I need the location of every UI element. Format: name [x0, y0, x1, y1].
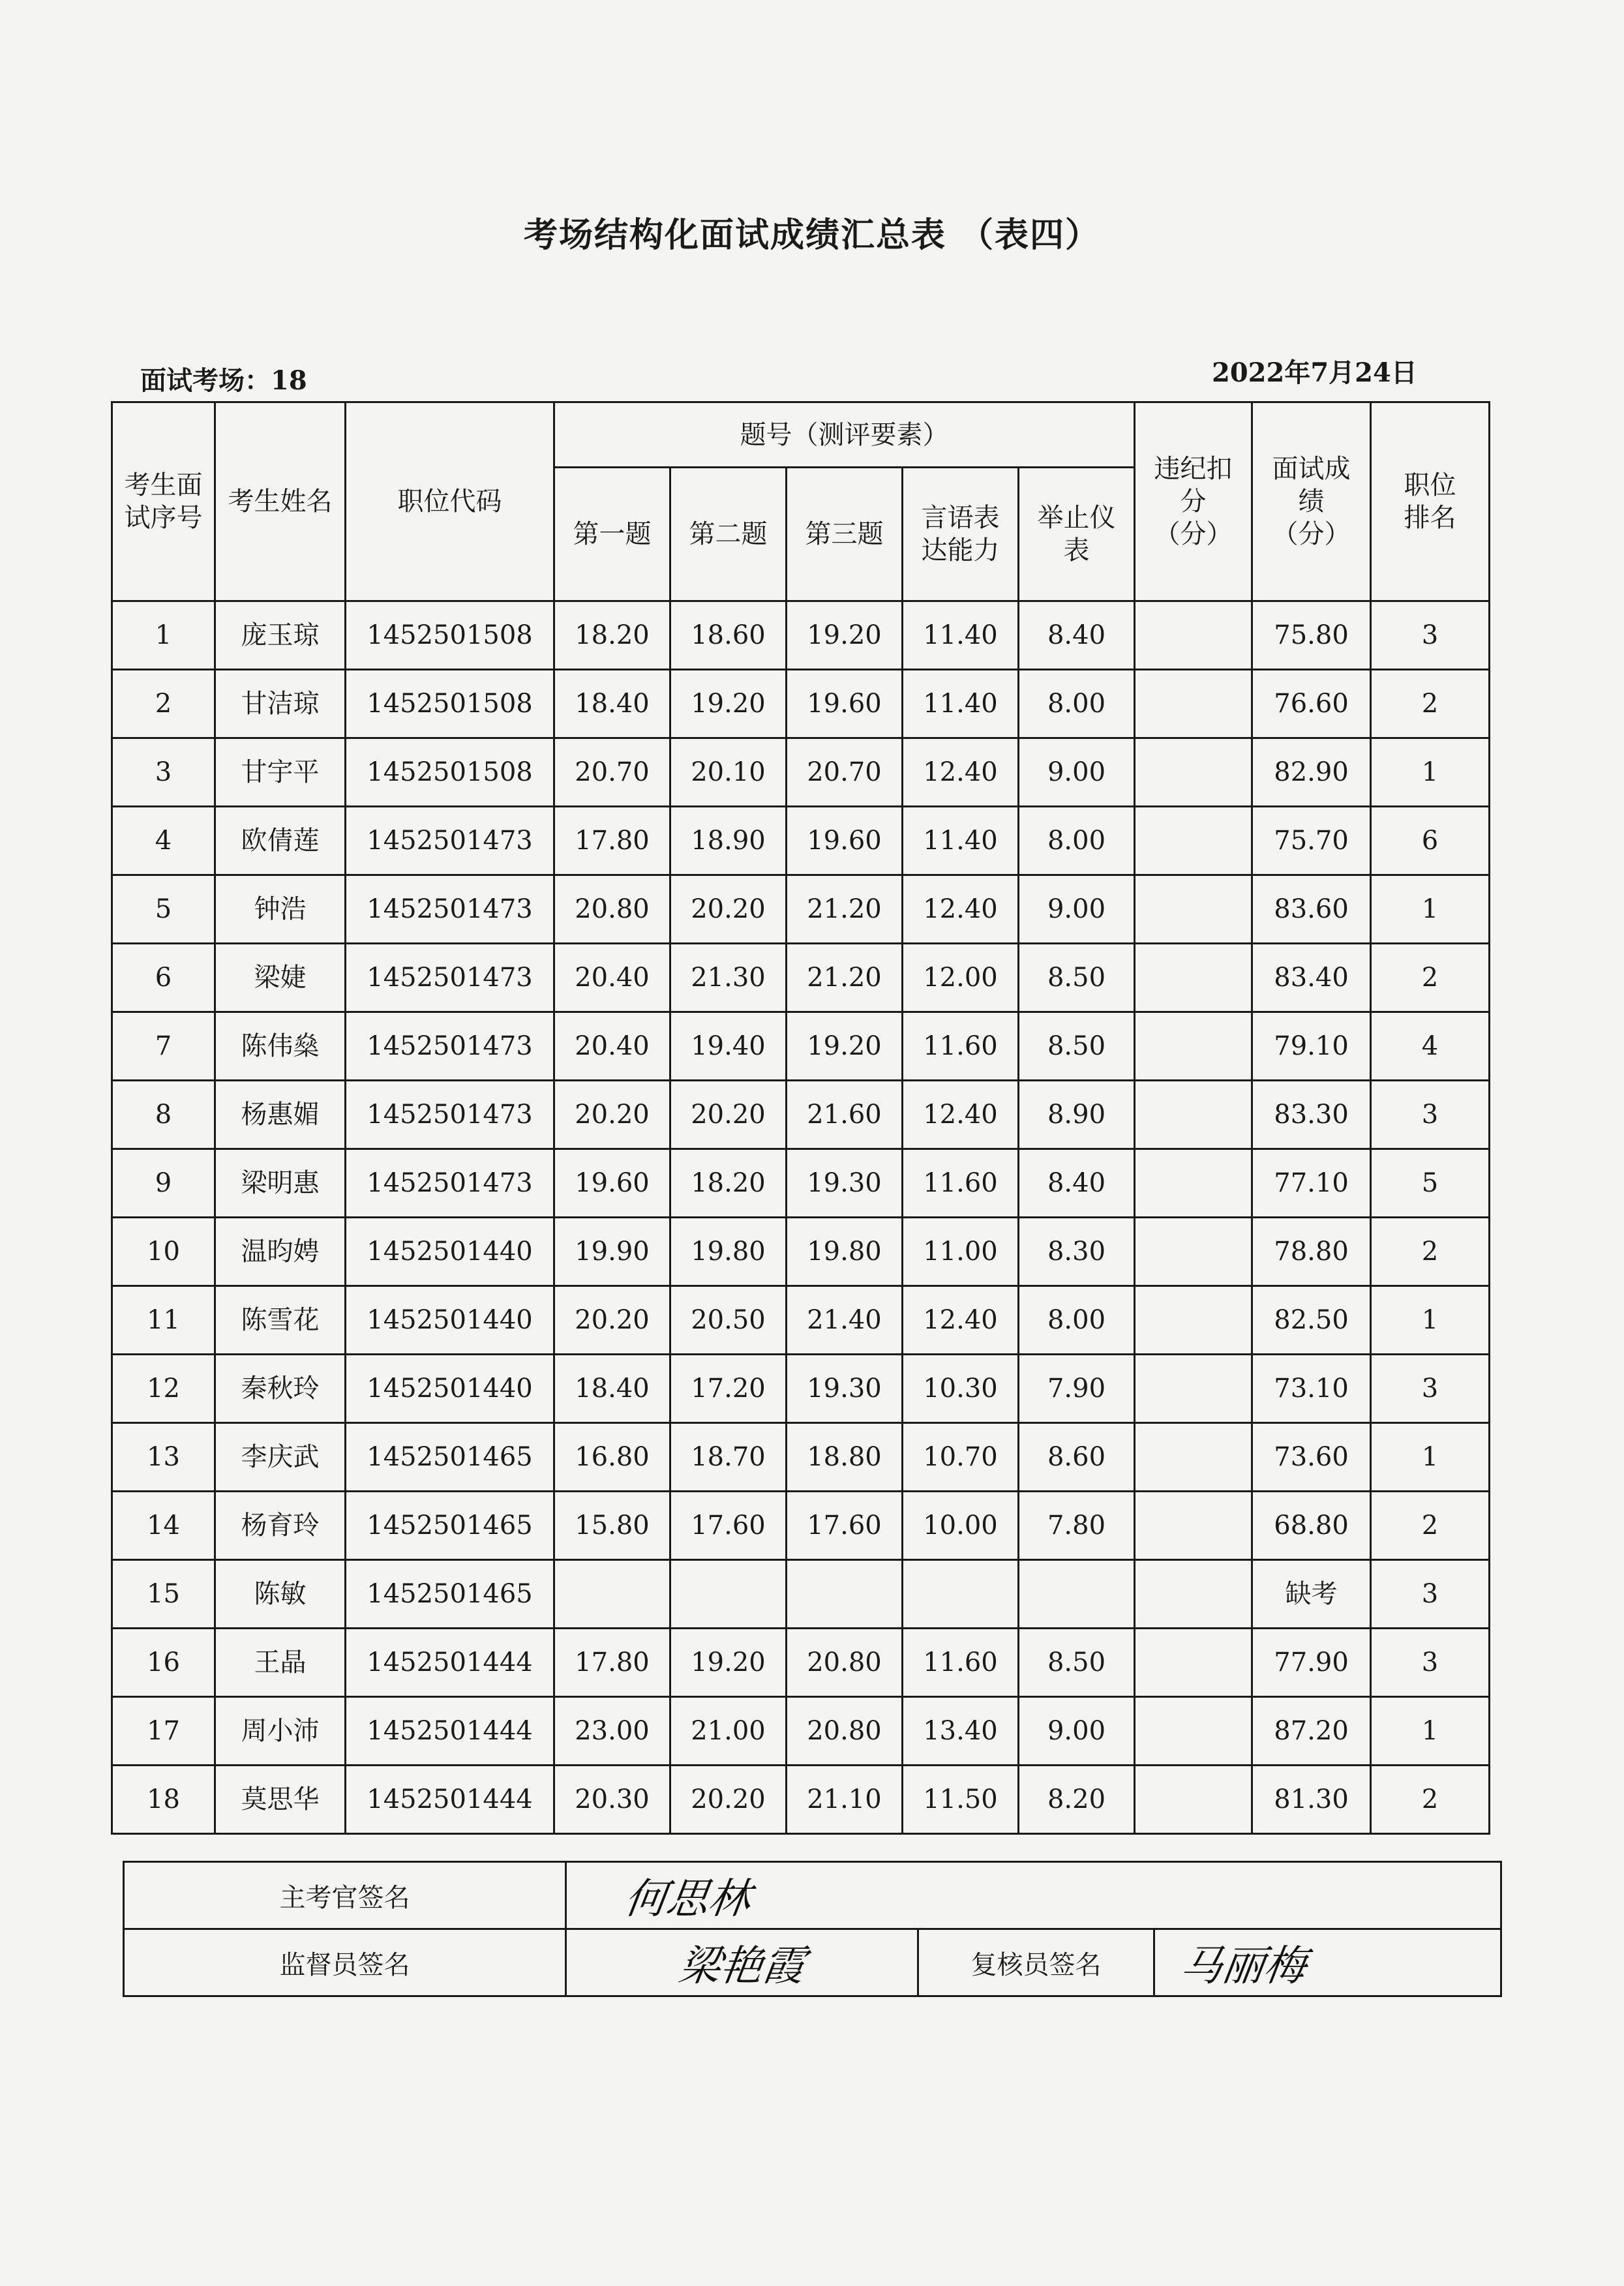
supervisor-label: 监督员签名 [124, 1929, 566, 1996]
cell-rank: 3 [1371, 1081, 1490, 1149]
cell-penalty [1135, 875, 1252, 944]
cell-rank: 1 [1371, 1286, 1490, 1355]
cell-penalty [1135, 1218, 1252, 1286]
cell-q4: 12.40 [903, 1286, 1019, 1355]
cell-score: 78.80 [1252, 1218, 1371, 1286]
header-name: 考生姓名 [215, 402, 346, 601]
cell-seq: 10 [112, 1218, 215, 1286]
cell-q1: 23.00 [554, 1697, 670, 1766]
cell-q2: 20.10 [670, 738, 787, 807]
header-q1: 第一题 [554, 468, 670, 601]
cell-seq: 3 [112, 738, 215, 807]
cell-seq: 6 [112, 944, 215, 1012]
cell-q5: 8.00 [1019, 807, 1135, 875]
cell-rank: 3 [1371, 601, 1490, 670]
cell-q5: 8.50 [1019, 1012, 1135, 1081]
cell-score: 82.90 [1252, 738, 1371, 807]
cell-q4: 12.00 [903, 944, 1019, 1012]
header-questions-group: 题号（测评要素） [554, 402, 1135, 468]
cell-name: 杨育玲 [215, 1492, 346, 1560]
cell-penalty [1135, 1492, 1252, 1560]
cell-q5: 8.40 [1019, 601, 1135, 670]
cell-position-code: 1452501444 [346, 1697, 554, 1766]
cell-q5: 8.00 [1019, 670, 1135, 738]
cell-q3: 19.60 [787, 807, 903, 875]
cell-q3: 19.80 [787, 1218, 903, 1286]
cell-q4: 11.40 [903, 670, 1019, 738]
cell-q3: 19.60 [787, 670, 903, 738]
cell-penalty [1135, 1423, 1252, 1492]
cell-q1: 20.70 [554, 738, 670, 807]
cell-q4: 12.40 [903, 1081, 1019, 1149]
cell-q1: 20.20 [554, 1081, 670, 1149]
cell-position-code: 1452501473 [346, 1012, 554, 1081]
cell-name: 温昀娉 [215, 1218, 346, 1286]
cell-seq: 15 [112, 1560, 215, 1629]
supervisor-signature-text: 梁艳霞 [675, 1942, 807, 1991]
cell-name: 钟浩 [215, 875, 346, 944]
cell-q3: 19.30 [787, 1149, 903, 1218]
cell-q1: 20.20 [554, 1286, 670, 1355]
table-row [112, 807, 1490, 875]
cell-position-code: 1452501473 [346, 1149, 554, 1218]
cell-position-code: 1452501473 [346, 1081, 554, 1149]
cell-q5: 7.80 [1019, 1492, 1135, 1560]
cell-q3: 17.60 [787, 1492, 903, 1560]
cell-seq: 5 [112, 875, 215, 944]
cell-q5: 9.00 [1019, 875, 1135, 944]
cell-q4: 12.40 [903, 875, 1019, 944]
cell-q1: 18.40 [554, 1355, 670, 1423]
cell-q2: 19.20 [670, 1629, 787, 1697]
cell-score: 77.10 [1252, 1149, 1371, 1218]
cell-name: 王晶 [215, 1629, 346, 1697]
chief-examiner-label: 主考官签名 [124, 1862, 566, 1929]
cell-q4: 10.70 [903, 1423, 1019, 1492]
cell-q4: 11.60 [903, 1149, 1019, 1218]
cell-name: 杨惠媚 [215, 1081, 346, 1149]
cell-q3: 20.80 [787, 1697, 903, 1766]
table-row [112, 944, 1490, 1012]
reviewer-signature-text: 马丽梅 [1177, 1942, 1310, 1991]
date-label: 2022年7月24日 [1212, 357, 1417, 388]
cell-seq: 12 [112, 1355, 215, 1423]
cell-q2: 18.70 [670, 1423, 787, 1492]
cell-q5: 8.40 [1019, 1149, 1135, 1218]
cell-penalty [1135, 807, 1252, 875]
table-row [112, 1766, 1490, 1834]
cell-q1: 17.80 [554, 807, 670, 875]
document-title: 考场结构化面试成绩汇总表 （表四） [523, 215, 1101, 255]
cell-rank: 4 [1371, 1012, 1490, 1081]
cell-q5: 8.90 [1019, 1081, 1135, 1149]
cell-seq: 16 [112, 1629, 215, 1697]
cell-q5: 8.30 [1019, 1218, 1135, 1286]
cell-q3: 20.80 [787, 1629, 903, 1697]
cell-q2: 18.60 [670, 601, 787, 670]
cell-q3: 21.10 [787, 1766, 903, 1834]
cell-q4: 11.50 [903, 1766, 1019, 1834]
chief-examiner-signature-text: 何思林 [621, 1875, 754, 1923]
cell-score: 73.60 [1252, 1423, 1371, 1492]
header-position-code: 职位代码 [346, 402, 554, 601]
cell-q5: 9.00 [1019, 738, 1135, 807]
cell-position-code: 1452501440 [346, 1218, 554, 1286]
table-row [112, 1355, 1490, 1423]
cell-score: 缺考 [1252, 1560, 1371, 1629]
cell-score: 73.10 [1252, 1355, 1371, 1423]
header-penalty: 违纪扣分（分） [1135, 402, 1252, 601]
cell-penalty [1135, 738, 1252, 807]
chief-examiner-signature [566, 1862, 1501, 1929]
cell-penalty [1135, 1149, 1252, 1218]
cell-position-code: 1452501508 [346, 670, 554, 738]
cell-q2: 21.30 [670, 944, 787, 1012]
cell-score: 87.20 [1252, 1697, 1371, 1766]
cell-penalty [1135, 1286, 1252, 1355]
cell-q5: 8.00 [1019, 1286, 1135, 1355]
cell-penalty [1135, 1766, 1252, 1834]
cell-q5 [1019, 1560, 1135, 1629]
cell-score: 83.30 [1252, 1081, 1371, 1149]
cell-q1: 18.40 [554, 670, 670, 738]
cell-q3: 20.70 [787, 738, 903, 807]
cell-name: 周小沛 [215, 1697, 346, 1766]
header-seq: 考生面试序号 [112, 402, 215, 601]
cell-position-code: 1452501473 [346, 944, 554, 1012]
table-row [112, 875, 1490, 944]
cell-penalty [1135, 1355, 1252, 1423]
cell-q2: 21.00 [670, 1697, 787, 1766]
cell-q2: 20.20 [670, 875, 787, 944]
cell-rank: 1 [1371, 1423, 1490, 1492]
cell-q4: 11.00 [903, 1218, 1019, 1286]
cell-rank: 3 [1371, 1355, 1490, 1423]
cell-q1: 20.40 [554, 1012, 670, 1081]
table-row [112, 1012, 1490, 1081]
cell-q1: 20.80 [554, 875, 670, 944]
table-row [112, 1081, 1490, 1149]
cell-rank: 2 [1371, 944, 1490, 1012]
header-score: 面试成绩（分） [1252, 402, 1371, 601]
cell-rank: 3 [1371, 1560, 1490, 1629]
table-row [112, 1286, 1490, 1355]
cell-q2: 19.20 [670, 670, 787, 738]
cell-q1: 20.30 [554, 1766, 670, 1834]
header-q4: 言语表达能力 [903, 468, 1019, 601]
cell-q3: 18.80 [787, 1423, 903, 1492]
cell-position-code: 1452501444 [346, 1766, 554, 1834]
cell-penalty [1135, 1081, 1252, 1149]
cell-score: 79.10 [1252, 1012, 1371, 1081]
cell-name: 莫思华 [215, 1766, 346, 1834]
cell-position-code: 1452501465 [346, 1560, 554, 1629]
cell-name: 陈伟燊 [215, 1012, 346, 1081]
cell-seq: 13 [112, 1423, 215, 1492]
cell-name: 庞玉琼 [215, 601, 346, 670]
table-row [112, 670, 1490, 738]
cell-position-code: 1452501465 [346, 1423, 554, 1492]
cell-q2: 20.20 [670, 1766, 787, 1834]
cell-penalty [1135, 1560, 1252, 1629]
cell-q2: 19.80 [670, 1218, 787, 1286]
cell-score: 82.50 [1252, 1286, 1371, 1355]
cell-q2: 18.20 [670, 1149, 787, 1218]
cell-rank: 1 [1371, 875, 1490, 944]
cell-q3: 19.20 [787, 601, 903, 670]
cell-seq: 7 [112, 1012, 215, 1081]
cell-q2: 18.90 [670, 807, 787, 875]
cell-q4 [903, 1560, 1019, 1629]
table-row [112, 1697, 1490, 1766]
cell-q4: 10.30 [903, 1355, 1019, 1423]
cell-q3: 21.40 [787, 1286, 903, 1355]
cell-position-code: 1452501440 [346, 1355, 554, 1423]
cell-q5: 8.60 [1019, 1423, 1135, 1492]
cell-rank: 5 [1371, 1149, 1490, 1218]
cell-score: 81.30 [1252, 1766, 1371, 1834]
cell-seq: 18 [112, 1766, 215, 1834]
table-row [112, 1629, 1490, 1697]
cell-score: 83.40 [1252, 944, 1371, 1012]
cell-name: 李庆武 [215, 1423, 346, 1492]
cell-q1: 17.80 [554, 1629, 670, 1697]
cell-score: 76.60 [1252, 670, 1371, 738]
cell-q4: 11.60 [903, 1012, 1019, 1081]
cell-rank: 6 [1371, 807, 1490, 875]
cell-name: 陈雪花 [215, 1286, 346, 1355]
cell-q1: 18.20 [554, 601, 670, 670]
header-q5: 举止仪表 [1019, 468, 1135, 601]
cell-q2: 20.50 [670, 1286, 787, 1355]
cell-q4: 11.40 [903, 601, 1019, 670]
cell-score: 75.70 [1252, 807, 1371, 875]
cell-name: 梁明惠 [215, 1149, 346, 1218]
cell-penalty [1135, 1012, 1252, 1081]
cell-q2: 17.60 [670, 1492, 787, 1560]
cell-q5: 8.50 [1019, 1629, 1135, 1697]
cell-q3: 21.20 [787, 875, 903, 944]
cell-q1 [554, 1560, 670, 1629]
table-row [112, 1560, 1490, 1629]
signature-table [123, 1861, 1502, 1997]
cell-q2: 19.40 [670, 1012, 787, 1081]
header-q2: 第二题 [670, 468, 787, 601]
cell-penalty [1135, 670, 1252, 738]
cell-q1: 20.40 [554, 944, 670, 1012]
cell-q1: 15.80 [554, 1492, 670, 1560]
cell-seq: 1 [112, 601, 215, 670]
supervisor-signature [566, 1929, 918, 1996]
table-row [112, 1218, 1490, 1286]
table-row [112, 601, 1490, 670]
cell-rank: 2 [1371, 1492, 1490, 1560]
cell-score: 75.80 [1252, 601, 1371, 670]
header-q3: 第三题 [787, 468, 903, 601]
table-row [112, 1149, 1490, 1218]
cell-q3: 19.30 [787, 1355, 903, 1423]
cell-q3: 19.20 [787, 1012, 903, 1081]
cell-rank: 1 [1371, 738, 1490, 807]
cell-score: 77.90 [1252, 1629, 1371, 1697]
cell-seq: 11 [112, 1286, 215, 1355]
cell-q2 [670, 1560, 787, 1629]
cell-penalty [1135, 1697, 1252, 1766]
header-rank: 职位排名 [1371, 402, 1490, 601]
cell-rank: 2 [1371, 1766, 1490, 1834]
cell-q5: 8.50 [1019, 944, 1135, 1012]
cell-rank: 2 [1371, 1218, 1490, 1286]
table-row [112, 738, 1490, 807]
cell-seq: 17 [112, 1697, 215, 1766]
cell-position-code: 1452501473 [346, 807, 554, 875]
cell-rank: 3 [1371, 1629, 1490, 1697]
cell-position-code: 1452501444 [346, 1629, 554, 1697]
cell-q3 [787, 1560, 903, 1629]
cell-score: 68.80 [1252, 1492, 1371, 1560]
cell-seq: 8 [112, 1081, 215, 1149]
cell-seq: 2 [112, 670, 215, 738]
cell-name: 甘洁琼 [215, 670, 346, 738]
cell-q2: 20.20 [670, 1081, 787, 1149]
cell-q1: 19.90 [554, 1218, 670, 1286]
cell-position-code: 1452501508 [346, 601, 554, 670]
cell-penalty [1135, 944, 1252, 1012]
cell-seq: 14 [112, 1492, 215, 1560]
cell-q5: 8.20 [1019, 1766, 1135, 1834]
cell-position-code: 1452501508 [346, 738, 554, 807]
cell-q4: 10.00 [903, 1492, 1019, 1560]
exam-room-label: 面试考场：18 [140, 365, 307, 396]
reviewer-signature [1154, 1929, 1501, 1996]
cell-rank: 1 [1371, 1697, 1490, 1766]
cell-q4: 13.40 [903, 1697, 1019, 1766]
table-row [112, 1423, 1490, 1492]
cell-score: 83.60 [1252, 875, 1371, 944]
cell-seq: 4 [112, 807, 215, 875]
cell-q1: 19.60 [554, 1149, 670, 1218]
cell-penalty [1135, 1629, 1252, 1697]
cell-name: 欧倩莲 [215, 807, 346, 875]
table-row [112, 1492, 1490, 1560]
cell-position-code: 1452501473 [346, 875, 554, 944]
reviewer-label: 复核员签名 [918, 1929, 1154, 1996]
cell-q4: 11.60 [903, 1629, 1019, 1697]
cell-q5: 7.90 [1019, 1355, 1135, 1423]
cell-name: 陈敏 [215, 1560, 346, 1629]
cell-penalty [1135, 601, 1252, 670]
cell-name: 秦秋玲 [215, 1355, 346, 1423]
cell-q3: 21.20 [787, 944, 903, 1012]
cell-q3: 21.60 [787, 1081, 903, 1149]
cell-q2: 17.20 [670, 1355, 787, 1423]
cell-q1: 16.80 [554, 1423, 670, 1492]
cell-name: 梁婕 [215, 944, 346, 1012]
cell-seq: 9 [112, 1149, 215, 1218]
cell-q5: 9.00 [1019, 1697, 1135, 1766]
score-table [111, 401, 1490, 1835]
cell-q4: 11.40 [903, 807, 1019, 875]
cell-name: 甘宇平 [215, 738, 346, 807]
cell-q4: 12.40 [903, 738, 1019, 807]
cell-position-code: 1452501440 [346, 1286, 554, 1355]
cell-rank: 2 [1371, 670, 1490, 738]
cell-position-code: 1452501465 [346, 1492, 554, 1560]
